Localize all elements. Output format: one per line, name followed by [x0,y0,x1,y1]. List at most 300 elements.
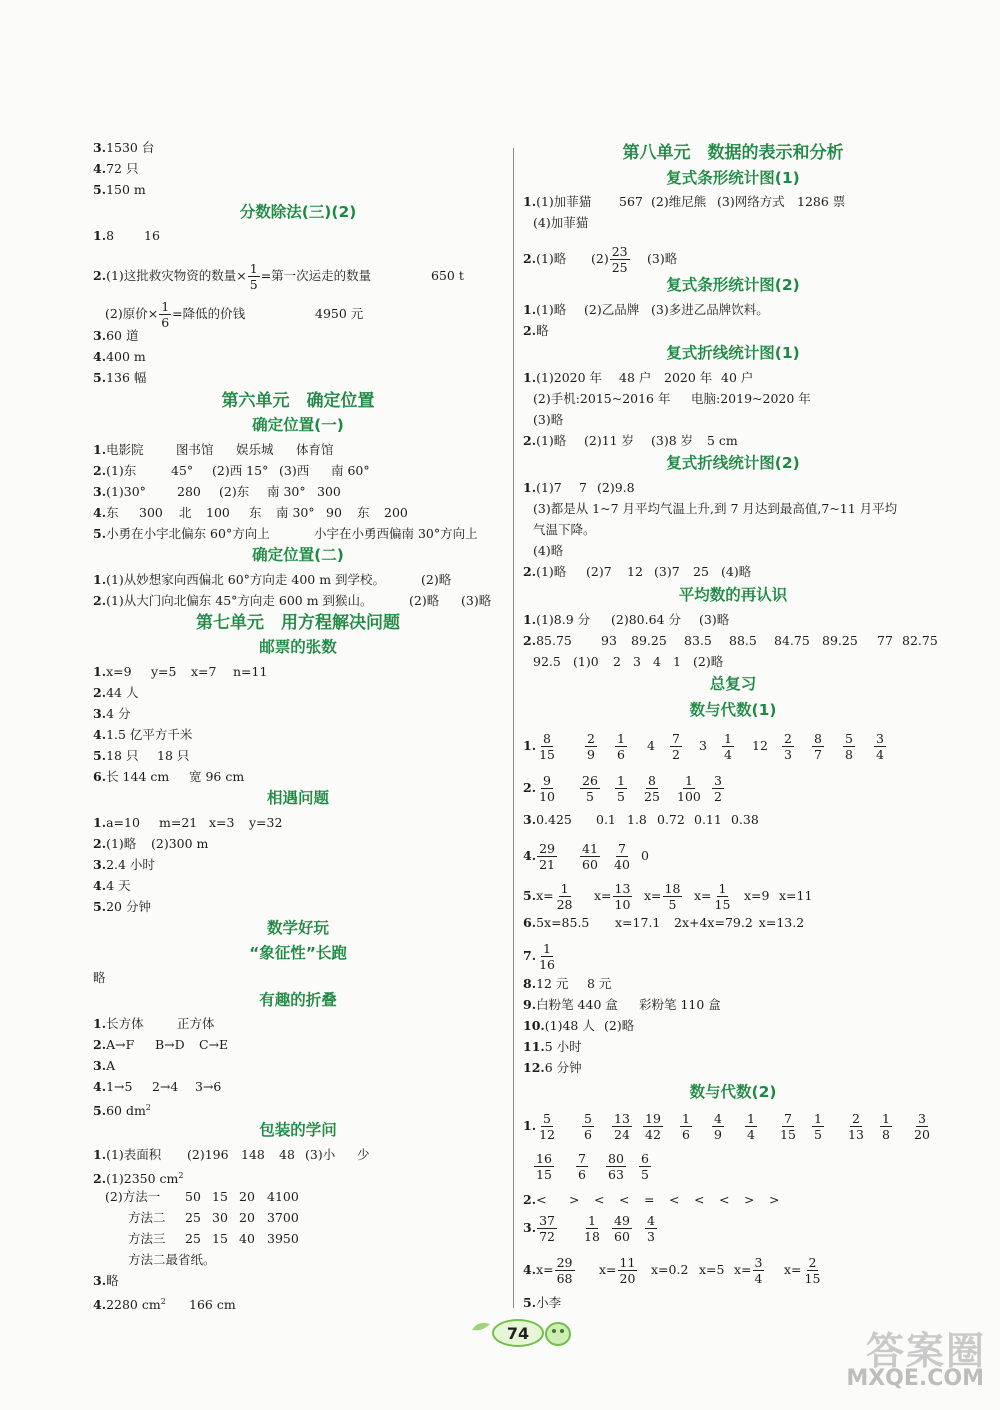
answer-text: A [106,1058,116,1073]
answer-text: 4 天 [106,878,131,893]
answer-text: 3700 [267,1210,299,1225]
section-heading: 复式条形统计图(1) [666,169,800,187]
answer-row [523,633,943,649]
question-number: 1. [93,1016,107,1031]
answer-text: 5 小时 [544,1039,582,1054]
numerator: 1 [684,773,693,788]
section-heading: 平均数的再认识 [678,586,788,604]
denominator: 5 [814,1127,822,1142]
denominator: 8 [882,1127,890,1142]
answer-text: x=5 [699,1262,725,1277]
fraction [576,1151,588,1182]
section-heading: 确定位置(二) [252,546,344,564]
answer-row [93,593,503,609]
answer-row [523,1060,943,1076]
numerator: 37 [539,1213,555,1228]
section-heading: 第七单元 用方程解决问题 [196,613,400,633]
numerator: 8 [543,731,551,746]
section-heading: 数与代数(1) [689,701,777,719]
answer-text: (2)略 [409,593,440,608]
denominator: 4 [876,747,884,762]
denominator: 10 [614,897,631,912]
answer-row [93,1058,503,1074]
answer-text: 5 cm [707,433,738,448]
denominator: 28 [556,897,573,912]
answer-text: (4)略 [721,564,752,579]
answer-text: =第一次运走的数量 [260,268,372,283]
denominator: 24 [614,1127,630,1142]
answer-row [523,730,943,762]
answer-text: 650 t [431,268,464,283]
denominator: 5 [668,897,677,912]
fraction [537,773,557,804]
answer-text: x= [594,888,612,903]
fraction [712,1111,724,1142]
answer-text: 长 144 cm [106,769,170,784]
question-number: 7. [523,948,537,963]
answer-text: (1)加菲猫 [536,194,592,209]
question-number: 2. [523,780,537,795]
fraction [675,773,703,804]
answer-text: 1.8 [627,812,647,827]
denominator: 72 [539,1229,555,1244]
question-number: 2. [93,836,107,851]
numerator: 4 [647,1213,655,1228]
answer-text: (2)乙品牌 [584,302,640,317]
answer-text: 略 [536,323,549,338]
fraction [663,881,683,912]
answer-text: 89.25 [631,633,667,648]
section-heading: 分数除法(三)(2) [239,203,357,221]
answer-row [523,772,943,804]
question-number: 1. [523,612,537,627]
denominator: 6 [584,1127,592,1142]
answer-text: 南 60° [331,463,370,478]
answer-row [523,840,943,872]
answer-text: 图书馆 [176,442,214,457]
answer-row [93,706,503,722]
answer-row [523,976,943,992]
answer-text: (2)80.64 分 [611,612,681,627]
column-divider [513,148,514,1308]
fraction [248,261,260,292]
question-number: 3. [93,857,107,872]
section-heading: 确定位置(一) [252,416,344,434]
denominator: 2 [714,789,722,804]
question-number: 4. [523,848,537,863]
answer-row [523,1018,943,1034]
denominator: 60 [582,857,598,872]
watermark-logo: 答案圈 [865,1329,986,1373]
answer-row [523,812,943,828]
fraction [582,1111,594,1142]
answer-text: 90 [326,505,342,520]
answer-text: < [536,1192,547,1207]
answer-row [523,1110,943,1142]
question-number: 5. [93,370,107,385]
answer-text: 92.5 [533,654,561,669]
answer-row [523,997,943,1013]
question-number: 3. [93,140,107,155]
answer-text: 100 [206,505,230,520]
fraction [606,1151,626,1182]
denominator: 40 [614,857,630,872]
numerator: 80 [608,1151,624,1166]
question-number: 1. [93,228,107,243]
answer-text: 4100 [267,1189,299,1204]
question-number: 2. [523,251,537,266]
section-heading: 第八单元 数据的表示和分析 [622,143,844,163]
answer-row [93,328,503,344]
answer-text: 少 [357,1147,370,1162]
answer-text: (3)西 [279,463,310,478]
answer-text: 25 [185,1210,201,1225]
answer-text: 体育馆 [296,442,334,457]
answer-row [93,1252,503,1268]
answer-text: 8 [106,228,115,243]
answer-row [93,260,503,292]
question-number: 2. [93,463,107,478]
numerator: 1 [814,1111,822,1126]
answer-text: (1)这批救灾物资的数量× [106,268,247,283]
denominator: 5 [585,789,594,804]
denominator: 15 [539,747,555,762]
numerator: 3 [876,731,884,746]
fraction [843,731,855,762]
section-heading: 数学好玩 [266,919,329,937]
answer-text: (1)从大门向北偏东 45°方向走 600 m 到猴山。 [106,593,373,608]
denominator: 6 [617,747,625,762]
answer-text: 12 [752,738,768,753]
answer-row [93,1079,503,1095]
denominator: 25 [644,789,660,804]
section-heading: “象征性”长跑 [249,944,347,962]
question-number: 1. [93,572,107,587]
denominator: 16 [539,957,555,972]
answer-text: (1)东 [106,463,137,478]
answer-text: x=17.1 [615,915,661,930]
answer-row [93,685,503,701]
numerator: 7 [783,1111,792,1126]
fraction [645,1213,657,1244]
answer-text: A→F [106,1037,135,1052]
answer-row [93,463,503,479]
answer-text: (3)网络方式 [717,194,785,209]
answer-text: 南 30° [276,505,315,520]
answer-text: x=3 [209,815,235,830]
answer-text: (2)300 m [151,836,209,851]
fraction [580,773,600,804]
answer-text: 2.4 小时 [106,857,155,872]
answer-text: 长方体 [106,1016,144,1031]
answer-row [93,484,503,500]
fraction [874,731,886,762]
fraction [615,773,627,804]
section-heading: 总复习 [709,675,757,693]
answer-text: 南 30° [267,484,306,499]
numerator: 1 [617,773,625,788]
question-number: 3. [523,812,537,827]
answer-row [93,505,503,521]
question-number: 1. [93,1147,107,1162]
answer-text: 2020 年 [664,370,713,385]
answer-row [523,370,943,386]
answer-text: (1)30° [106,484,146,499]
fraction [582,1213,602,1244]
answer-text: 85.75 [536,633,572,648]
numerator: 18 [664,881,681,896]
answer-text: 30 [212,1210,228,1225]
answer-text: (1)从妙想家向西偏北 60°方向走 400 m 到学校。 [106,572,386,587]
answer-row [93,161,503,177]
answer-row [93,878,503,894]
answer-text: 300 [317,484,341,499]
fraction [159,299,171,330]
answer-text: 12 [627,564,643,579]
answer-text: 72 只 [106,161,139,176]
page-number-text: 74 [492,1319,544,1347]
answer-text: (2)196 [187,1147,229,1162]
numerator: 3 [917,1111,926,1126]
answer-text: 方法二 [128,1210,166,1225]
answer-row [93,1100,503,1119]
answer-text: 20 分钟 [106,899,151,914]
answer-text: (2)11 岁 [584,433,635,448]
denominator: 25 [611,260,628,275]
answer-text: (2)原价× [105,306,159,321]
denominator: 100 [677,789,701,804]
left-column [93,140,503,1313]
numerator: 16 [536,1151,552,1166]
numerator: 2 [808,1255,817,1270]
numerator: 6 [641,1151,649,1166]
answer-text: 4950 元 [315,306,364,321]
question-number: 4. [93,878,107,893]
answer-row [93,228,503,244]
denominator: 10 [539,789,555,804]
question-number: 6. [523,915,537,930]
answer-text: x=13.2 [758,915,805,930]
question-number: 6. [93,769,107,784]
denominator: 42 [645,1127,661,1142]
answer-text: 4 分 [106,706,131,721]
answer-text: C→E [199,1037,229,1052]
answer-row [93,1168,503,1187]
denominator: 63 [608,1167,624,1182]
answer-text: 东 [357,505,370,520]
answer-text: (1)略 [536,433,567,448]
question-number: 4. [93,505,107,520]
answer-text: 东 [249,505,262,520]
answer-text: 5x=85.5 [536,915,590,930]
denominator: 3 [784,747,792,762]
answer-text: x= [784,1262,802,1277]
answer-text: 0 [641,848,649,863]
denominator: 4 [754,1271,763,1286]
fraction [912,1111,932,1142]
answer-row [93,748,503,764]
numerator: 7 [672,731,680,746]
answer-row [523,940,943,972]
answer-text: (1)略 [536,564,567,579]
denominator: 9 [587,747,595,762]
answer-text: n=11 [233,664,268,679]
question-number: 1. [523,194,537,209]
answer-text: 8 元 [587,976,612,991]
answer-row [93,140,503,156]
numerator: 19 [645,1111,661,1126]
answer-text: x=11 [779,888,813,903]
answer-text: x= [599,1262,617,1277]
answer-row [93,526,503,542]
answer-text: x= [536,1262,554,1277]
answer-text: 略 [106,1273,119,1288]
answer-text: 正方体 [177,1016,215,1031]
answer-text: y=32 [249,815,283,830]
answer-text: 25 [693,564,709,579]
numerator: 13 [614,1111,630,1126]
question-number: 2. [523,1192,537,1207]
answer-text: 略 [93,970,106,985]
answer-text: x=9 [744,888,770,903]
question-number: 1. [523,1118,537,1133]
answer-text: 0.425 [536,812,572,827]
denominator: 12 [539,1127,555,1142]
answer-text: (1)0 [573,654,599,669]
answer-text: 40 [239,1231,255,1246]
answer-row [523,243,943,275]
answer-text: 气温下降。 [533,522,596,537]
answer-row [523,391,943,407]
answer-text: (1)8.9 分 [536,612,591,627]
section-heading: 第六单元 确定位置 [221,391,375,411]
answer-text: = [644,1192,655,1207]
question-number: 2. [523,323,537,338]
question-number: 1. [93,442,107,457]
denominator: 13 [848,1127,864,1142]
question-number: 1. [523,302,537,317]
answer-text: (3)略 [647,251,678,266]
section-heading: 包装的学问 [259,1121,337,1139]
numerator: 3 [754,1255,763,1270]
answer-text: 200 [384,505,408,520]
answer-text: 136 幅 [106,370,147,385]
answer-text: 93 [601,633,617,648]
fraction [670,731,682,762]
answer-text: > [769,1192,780,1207]
right-column [523,140,943,1311]
answer-text: (3)小 [305,1147,336,1162]
fraction [778,1111,798,1142]
answer-text: 45° [171,463,194,478]
question-number: 3. [93,1058,107,1073]
answer-text: m=21 [159,815,198,830]
answer-text: (3)7 [654,564,680,579]
answer-text: y=5 [151,664,177,679]
fraction [753,1255,765,1286]
denominator: 7 [814,747,822,762]
answer-row [523,880,943,912]
fraction [534,1151,554,1182]
fraction [610,244,630,275]
answer-text: 2x+4x=79.2 [674,915,753,930]
question-number: 5. [93,748,107,763]
answer-text: 4 [653,654,661,669]
answer-row [93,836,503,852]
numerator: 1 [617,731,625,746]
answer-row [523,501,943,517]
answer-text: (2)略 [604,1018,635,1033]
answer-text: 50 [185,1189,201,1204]
answer-text: 4 [647,738,655,753]
answer-row [523,1150,943,1182]
fraction [639,1151,651,1182]
question-number: 1. [93,664,107,679]
answer-text: (2)东 [219,484,250,499]
answer-row [93,899,503,915]
section-heading: 复式折线统计图(2) [666,454,800,472]
answer-row [93,1210,503,1226]
fraction [537,731,557,762]
answer-text: 3 [699,738,707,753]
denominator: 60 [614,1229,630,1244]
question-number: 1. [523,738,537,753]
answer-text: x=7 [191,664,217,679]
answer-row [523,1254,943,1286]
answer-text: x= [734,1262,752,1277]
answer-row [523,302,943,318]
question-number: 1. [93,815,107,830]
answer-text: (3)都是从 1~7 月平均气温上升,到 7 月达到最高值,7~11 月平均 [533,501,898,516]
answer-row [523,412,943,428]
numerator: 1 [718,881,727,896]
answer-text: (1)略 [106,836,137,851]
answer-row [523,480,943,496]
answer-text: 1286 票 [797,194,846,209]
answer-text: 148 [241,1147,265,1162]
answer-text: < [719,1192,730,1207]
answer-text: 20 [239,1189,255,1204]
answer-row [93,370,503,386]
denominator: 2 [672,747,680,762]
answer-text: 7 [579,480,587,495]
answer-row [93,1231,503,1247]
answer-text: 6 分钟 [544,1060,582,1075]
answer-row [93,727,503,743]
answer-text: 小李 [536,1295,562,1310]
answer-text: 3 [633,654,641,669]
answer-row [93,442,503,458]
answer-text: 84.75 [774,633,810,648]
answer-text: 电脑:2019~2020 年 [691,391,811,406]
answer-text: 3→6 [195,1079,222,1094]
answer-text: 方法二最省纸。 [128,1252,216,1267]
question-number: 2. [93,685,107,700]
answer-row [93,298,503,330]
denominator: 15 [780,1127,796,1142]
numerator: 13 [614,881,631,896]
fraction [537,941,557,972]
numerator: 1 [161,299,170,314]
answer-text: 60 $dm^2$ [106,1103,151,1119]
answer-text: (1)2350 $cm^2$ [106,1171,184,1187]
cartoon-decoration-icon [542,1318,574,1348]
answer-text: (2)9.8 [597,480,635,495]
answer-text: B→D [155,1037,185,1052]
question-number: 5. [93,1103,107,1119]
answer-text: 0.11 [694,812,722,827]
answer-text: (2)7 [586,564,612,579]
